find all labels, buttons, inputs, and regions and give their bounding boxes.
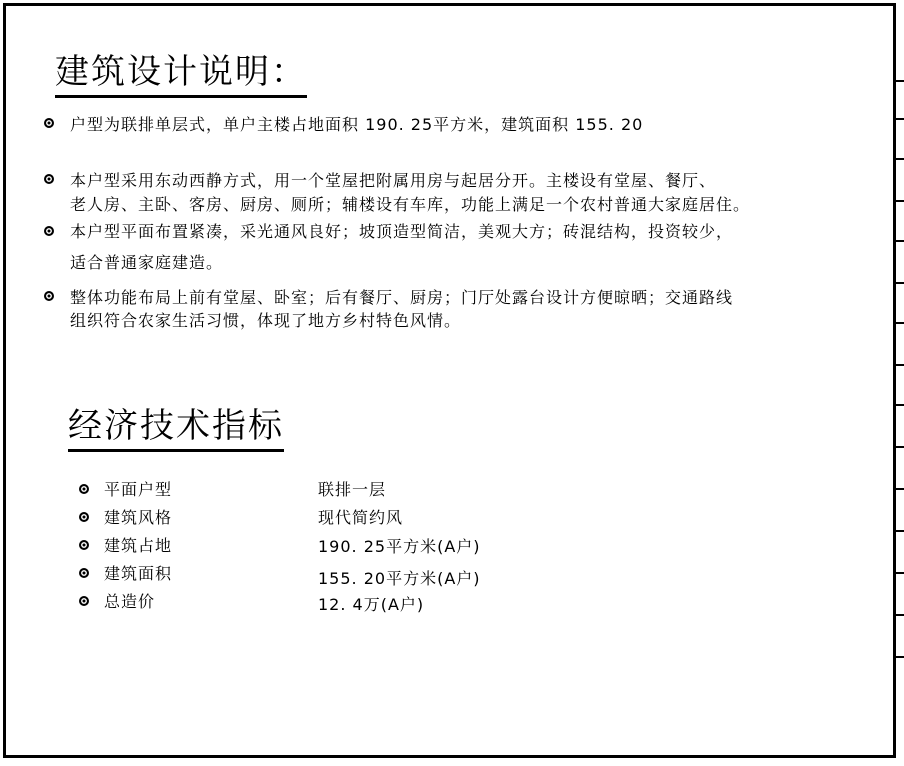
note-line: 老人房、主卧、客房、厨房、厕所；辅楼设有车库，功能上满足一个农村普通大家庭居住。 <box>70 195 751 214</box>
bullet-icon <box>79 596 89 606</box>
indicator-value: 190. 25平方米(A户) <box>318 537 481 556</box>
note-line: 组织符合农家生活习惯，体现了地方乡村特色风情。 <box>70 311 462 330</box>
indicator-value: 155. 20平方米(A户) <box>318 569 481 588</box>
bullet-icon <box>79 484 89 494</box>
indicator-label: 建筑占地 <box>104 536 173 555</box>
edge-ticks <box>896 0 904 766</box>
indicator-value: 12. 4万(A户) <box>318 595 425 614</box>
bullet-icon <box>44 174 54 184</box>
indicator-label: 建筑面积 <box>104 564 173 583</box>
tech-indicators-title: 经济技术指标 <box>68 398 284 452</box>
bullet-icon <box>44 118 54 128</box>
indicator-label: 总造价 <box>104 592 156 611</box>
design-notes-title: 建筑设计说明： <box>55 44 307 98</box>
indicator-label: 平面户型 <box>104 480 173 499</box>
note-line: 本户型采用东动西静方式，用一个堂屋把附属用房与起居分开。主楼设有堂屋、餐厅、 <box>70 171 717 190</box>
bullet-icon <box>79 568 89 578</box>
bullet-icon <box>79 540 89 550</box>
note-line: 适合普通家庭建造。 <box>70 253 224 272</box>
bullet-icon <box>44 291 54 301</box>
indicator-value: 联排一层 <box>318 480 387 499</box>
indicator-value: 现代简约风 <box>318 508 404 527</box>
bullet-icon <box>44 226 54 236</box>
note-line: 本户型平面布置紧凑，采光通风良好；坡顶造型简洁，美观大方；砖混结构，投资较少， <box>70 222 734 241</box>
bullet-icon <box>79 512 89 522</box>
note-line: 户型为联排单层式，单户主楼占地面积 190. 25平方米，建筑面积 155. 20 <box>70 115 644 134</box>
indicator-label: 建筑风格 <box>104 508 173 527</box>
note-line: 整体功能布局上前有堂屋、卧室；后有餐厅、厨房；门厅处露台设计方便晾晒；交通路线 <box>70 288 734 307</box>
